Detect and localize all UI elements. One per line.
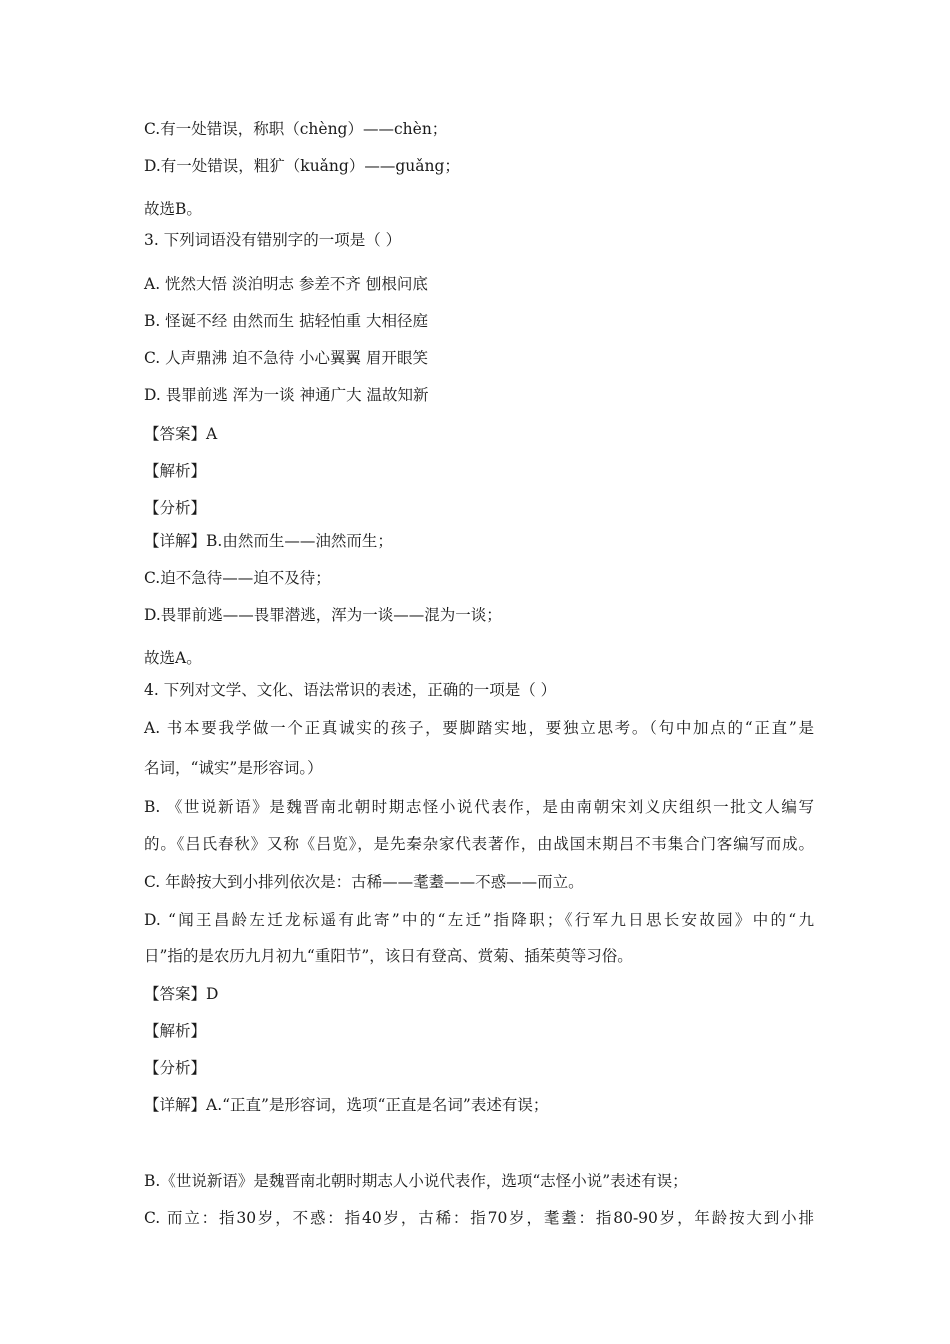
analysis-label: 【解析】 — [144, 1022, 207, 1040]
text-line: 故选B。 — [144, 200, 202, 218]
analysis-label: 【解析】 — [144, 462, 207, 480]
option-b: B. 《世说新语》是魏晋南北朝时期志怪小说代表作，是由南朝宋刘义庆组织一批文人编写 — [144, 798, 814, 816]
text-line: C.有一处错误，称职（chèng）——chèn； — [144, 120, 448, 138]
option-d: D. 畏罪前逃 浑为一谈 神通广大 温故知新 — [144, 386, 429, 404]
answer-label: 【答案】A — [144, 425, 218, 443]
option-a: A. 恍然大悟 淡泊明志 参差不齐 刨根问底 — [144, 275, 428, 293]
detail-label: 【详解】A.“正直”是形容词，选项“正直是名词”表述有误； — [144, 1096, 549, 1114]
option-c: C. 人声鼎沸 迫不急待 小心翼翼 眉开眼笑 — [144, 349, 428, 367]
question-3-stem: 3. 下列词语没有错别字的一项是（ ） — [144, 231, 402, 249]
option-d: D. “闻王昌龄左迁龙标遥有此寄”中的“左迁”指降职；《行军九日思长安故园》中的“九 — [144, 911, 814, 929]
answer-label: 【答案】D — [144, 985, 219, 1003]
text-line: 名词，“诚实”是形容词。） — [144, 759, 323, 777]
text-line: 日”指的是农历九月初九“重阳节”，该日有登高、赏菊、插茱萸等习俗。 — [144, 947, 633, 965]
question-4-stem: 4. 下列对文学、文化、语法常识的表述，正确的一项是（ ） — [144, 681, 557, 699]
text-line: B.《世说新语》是魏晋南北朝时期志人小说代表作，选项“志怪小说”表述有误； — [144, 1172, 688, 1190]
analysis-sub-label: 【分析】 — [144, 499, 207, 517]
analysis-sub-label: 【分析】 — [144, 1059, 207, 1077]
option-b: B. 怪诞不经 由然而生 掂轻怕重 大相径庭 — [144, 312, 429, 330]
text-line: C.迫不急待——迫不及待； — [144, 569, 331, 587]
option-c: C. 年龄按大到小排列依次是：古稀——耄耋——不惑——而立。 — [144, 873, 584, 891]
option-a: A. 书本要我学做一个正真诚实的孩子，要脚踏实地，要独立思考。（句中加点的“正直”是 — [144, 719, 814, 737]
text-line: 的。《吕氏春秋》又称《吕览》，是先秦杂家代表著作，由战国末期吕不韦集合门客编写而成。 — [144, 835, 814, 853]
text-line: 故选A。 — [144, 649, 202, 667]
text-line: D.有一处错误，粗犷（kuǎng）——guǎng； — [144, 157, 460, 175]
detail-label: 【详解】B.由然而生——油然而生； — [144, 532, 393, 550]
text-line: D.畏罪前逃——畏罪潜逃，浑为一谈——混为一谈； — [144, 606, 502, 624]
text-line: C. 而立：指30岁，不惑：指40岁，古稀：指70岁，耄耋：指80-90岁，年龄按大到小排 — [144, 1209, 814, 1227]
